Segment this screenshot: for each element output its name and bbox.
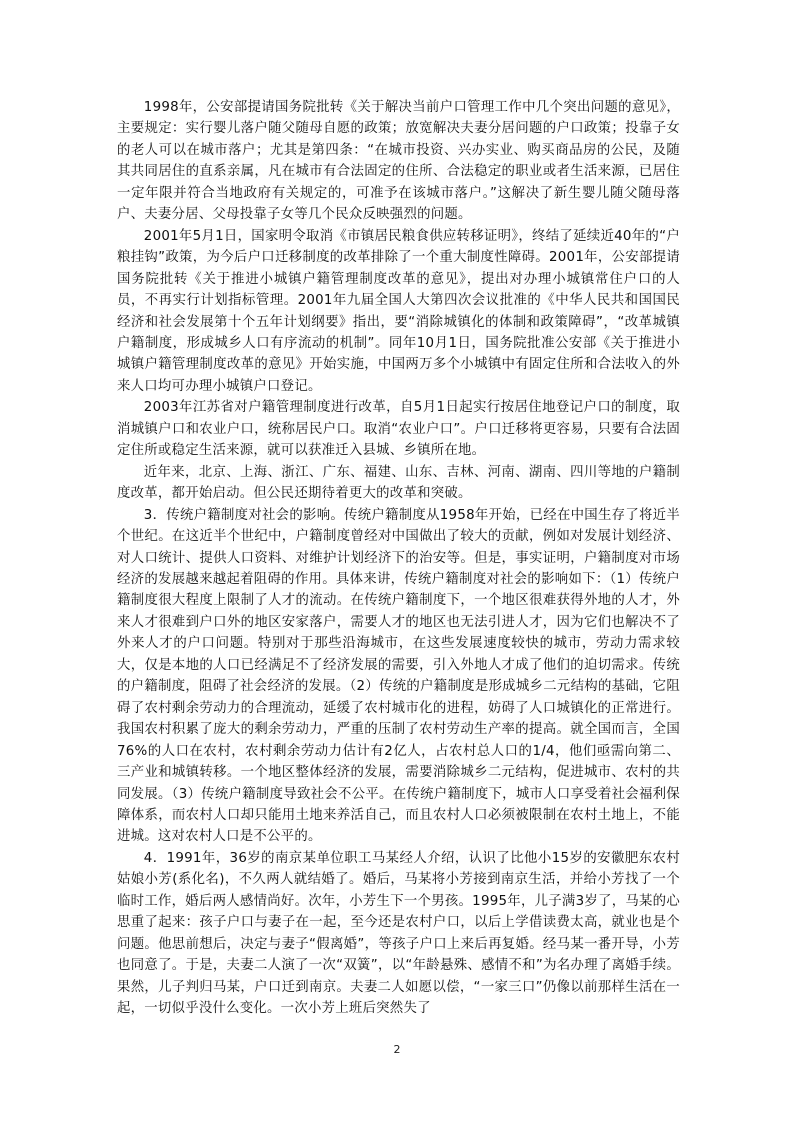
paragraph-2003-jiangsu: 2003年江苏省对户籍管理制度进行改革，自5月1日起实行按居住地登记户口的制度，取消城镇户口和农业户口，统称居民户口。取消“农业户口”。户口迁移将更容易，只要有合法固定住所或稳定生活来源，就可以获准迁入县城、乡镇所在地。 [117, 400, 680, 459]
paragraph-case-study: 4．1991年，36岁的南京某单位职工马某经人介绍，认识了比他小15岁的安徽肥东农村姑娘小芳(系化名)，不久两人就结婚了。婚后，马某将小芳接到南京生活，并给小芳找了一个临时工作，婚后两人感情尚好。次年，小芳生下一个男孩。1995年，儿子满3岁了，马某的心思重了起来：孩子户口与妻子在一起，至今还是农村户口，以后上学借读费太高，就业也是个问题。他思前想后，决定与妻子“假离婚”，等孩子户口上来后再复婚。经马某一番开导，小芳也同意了。于是，夫妻二人演了一次“双簧”，以“年龄悬殊、感情不和”为名办理了离婚手续。果然，儿子判归马某，户口迁到南京。夫妻二人如愿以偿，“一家三口”仍像以前那样生活在一起，一切似乎没什么变化。一次小芳上班后突然失了 [117, 850, 680, 1017]
paragraph-2001-reform: 2001年5月1日，国家明令取消《市镇居民粮食供应转移证明》，终结了延续近40年的“户粮挂钩”政策，为今后户口迁移制度的改革排除了一个重大制度性障碍。2001年，公安部提请国务院批转《关于推进小城镇户籍管理制度改革的意见》，提出对办理小城镇常住户口的人员，不再实行计划指标管理。2001年九届全国人大第四次会议批准的《中华人民共和国国民经济和社会发展第十个五年计划纲要》指出，要“消除城镇化的体制和政策障碍”，“改革城镇户籍制度，形成城乡人口有序流动的机制”。同年10月1日，国务院批准公安部《关于推进小城镇户籍管理制度改革的意见》开始实施，中国两万多个小城镇中有固定住所和合法收入的外来人口均可办理小城镇户口登记。 [117, 228, 680, 394]
paragraph-1998-reform: 1998年，公安部提请国务院批转《关于解决当前户口管理工作中几个突出问题的意见》，主要规定：实行婴儿落户随父随母自愿的政策；放宽解决夫妻分居问题的户口政策；投靠子女的老人可以在城市落户；尤其是第四条：“在城市投资、兴办实业、购买商品房的公民，及随其共同居住的直系亲属，凡在城市有合法固定的住所、合法稳定的职业或者生活来源，已居住一定年限并符合当地政府有关规定的，可准予在该城市落户。”这解决了新生婴儿随父随母落户、夫妻分居、父母投靠子女等几个民众反映强烈的问题。 [117, 100, 680, 223]
page-number: 2 [393, 1043, 401, 1056]
document-body [117, 97, 680, 1019]
paragraph-recent-reforms: 近年来，北京、上海、浙江、广东、福建、山东、吉林、河南、湖南、四川等地的户籍制度改革，都开始启动。但公民还期待着更大的改革和突破。 [117, 464, 680, 502]
paragraph-social-impact: 3．传统户籍制度对社会的影响。传统户籍制度从1958年开始，已经在中国生存了将近半个世纪。在这近半个世纪中，户籍制度曾经对中国做出了较大的贡献，例如对发展计划经济、对人口统计、提供人口资料、对维护计划经济下的治安等。但是，事实证明，户籍制度对市场经济的发展越来越起着阻碍的作用。具体来讲，传统户籍制度对社会的影响如下：（1）传统户籍制度很大程度上限制了人才的流动。在传统户籍制度下，一个地区很难获得外地的人才，外来人才很难到户口外的地区安家落户，需要人才的地区也无法引进人才，因为它们也解决不了外来人才的户口问题。特别对于那些沿海城市，在这些发展速度较快的城市，劳动力需求较大，仅是本地的人口已经满足不了经济发展的需要，引入外地人才成了他们的迫切需求。传统的户籍制度，阻碍了社会经济的发展。（2）传统的户籍制度是形成城乡二元结构的基础，它阻碍了农村剩余劳动力的合理流动，延缓了农村城市化的进程，妨碍了人口城镇化的正常进行。我国农村积累了庞大的剩余劳动力，严重的压制了农村劳动生产率的提高。就全国而言，全国76%的人口在农村，农村剩余劳动力估计有2亿人，占农村总人口的1/4，他们亟需向第二、三产业和城镇转移。一个地区整体经济的发展，需要消除城乡二元结构，促进城市、农村的共同发展。（3）传统户籍制度导致社会不公平。在传统户籍制度下，城市人口享受着社会福利保障体系，而农村人口却只能用土地来养活自己，而且农村人口必须被限制在农村土地上，不能进城。这对农村人口是不公平的。 [117, 507, 680, 845]
